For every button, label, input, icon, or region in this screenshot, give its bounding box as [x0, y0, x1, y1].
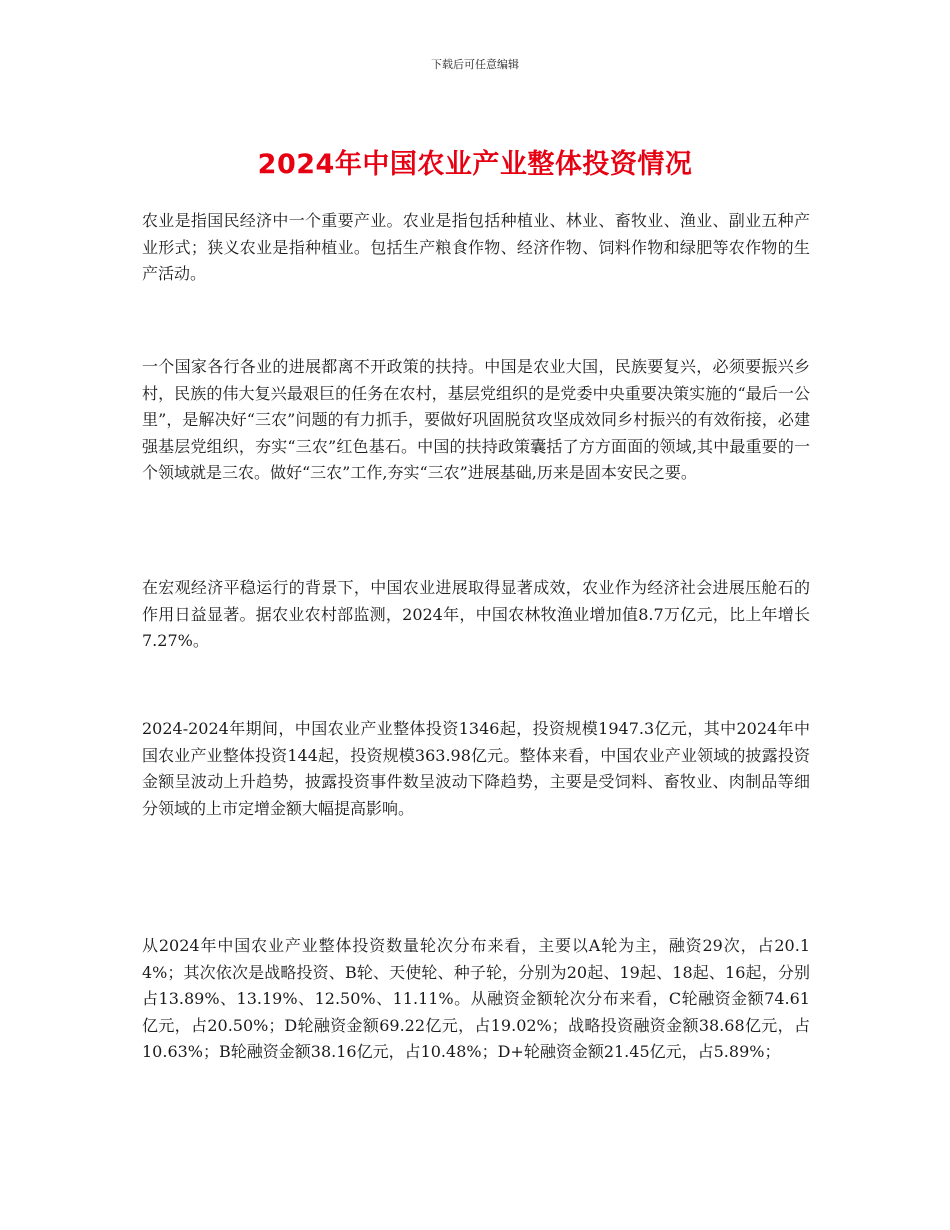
paragraph-1: 农业是指国民经济中一个重要产业。农业是指包括种植业、林业、畜牧业、渔业、副业五种产业形式；狭义农业是指种植业。包括生产粮食作物、经济作物、饲料作物和绿肥等农作物的生产活动。 — [142, 211, 810, 283]
document-title: 2024年中国农业产业整体投资情况 — [257, 149, 693, 180]
paragraph-5: 从2024年中国农业产业整体投资数量轮次分布来看，主要以A轮为主，融资29次，占20.14%；其次依次是战略投资、B轮、天使轮、种子轮，分别为20起、19起、18起、16起，分别占13.89%、13.19%、12.50%、11.11%。从融资金额轮次分布来看，C轮融资金额74.61亿元，占20.50%；D轮融资金额69.22亿元，占19.02%；战略投资融资金额38.68亿元，占10.63%；B轮融资金额38.16亿元，占10.48%；D+轮融资金额21.45亿元，占5.89%； — [142, 936, 810, 1061]
header-note: 下载后可任意编辑 — [431, 58, 519, 71]
paragraph-3: 在宏观经济平稳运行的背景下，中国农业进展取得显著成效，农业作为经济社会进展压舱石的作用日益显著。据农业农村部监测，2024年，中国农林牧渔业增加值8.7万亿元，比上年增长7.27%。 — [142, 578, 810, 650]
paragraph-4: 2024-2024年期间，中国农业产业整体投资1346起，投资规模1947.3亿元，其中2024年中国农业产业整体投资144起，投资规模363.98亿元。整体来看，中国农业产业领域的披露投资金额呈波动上升趋势，披露投资事件数呈波动下降趋势，主要是受饲料、畜牧业、肉制品等细分领域的上市定增金额大幅提高影响。 — [142, 719, 810, 818]
paragraph-2: 一个国家各行各业的进展都离不开政策的扶持。中国是农业大国，民族要复兴，必须要振兴乡村，民族的伟大复兴最艰巨的任务在农村，基层党组织的是党委中央重要决策实施的“最后一公里”，是解决好“三农”问题的有力抓手，要做好巩固脱贫攻坚成效同乡村振兴的有效衔接，必建强基层党组织，夯实“三农”红色基石。中国的扶持政策囊括了方方面面的领域,其中最重要的一个领域就是三农。做好“三农”工作,夯实“三农”进展基础,历来是固本安民之要。 — [142, 357, 810, 482]
